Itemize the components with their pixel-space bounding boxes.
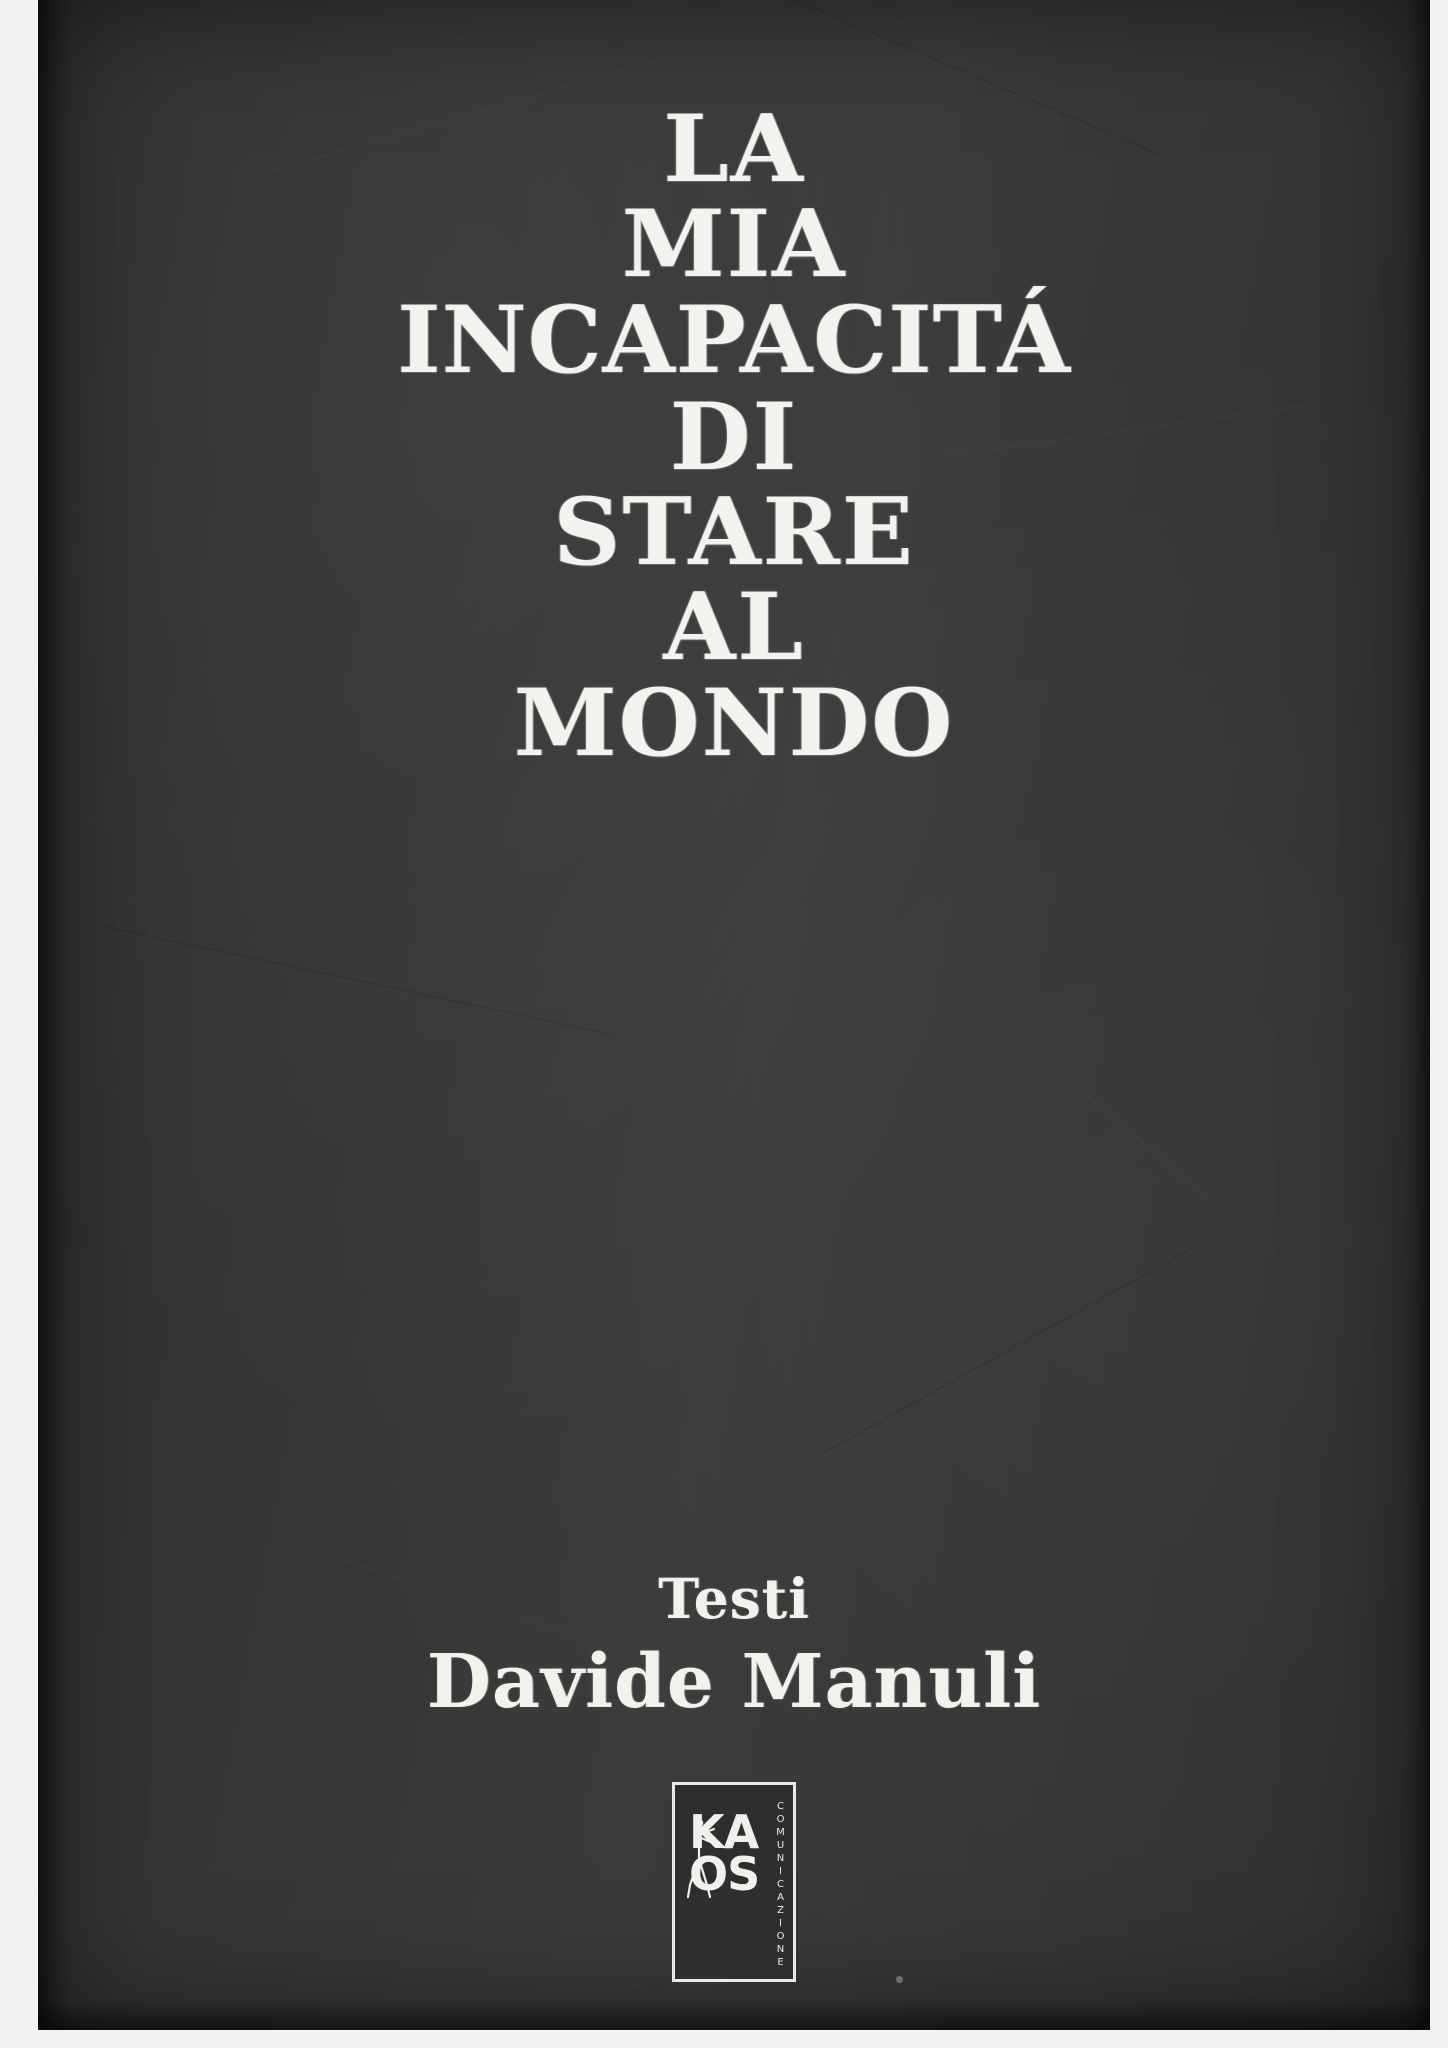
cover-title: [38, 94, 1430, 777]
crease-mark: [104, 926, 613, 1035]
credits-author-name: Davide Manuli: [426, 1638, 1042, 1725]
publisher-logo-name-line-1: KA: [689, 1805, 759, 1859]
title-line-4: DI: [669, 381, 799, 491]
title-line-1: LA: [663, 94, 805, 203]
cover-credits: [38, 1566, 1430, 1725]
publisher-logo-inner: [675, 1785, 793, 1979]
publisher-logo-name-line-2: OS: [689, 1847, 760, 1902]
title-line-5: STARE: [553, 477, 915, 587]
title-line-3: INCAPACITÁ: [397, 284, 1071, 394]
publisher-logo: [672, 1782, 796, 1982]
bottom-edge-shadow: [38, 2000, 1430, 2030]
title-line-2: MIA: [621, 189, 847, 299]
crease-mark: [824, 1248, 1192, 1452]
crease-mark: [1073, 1084, 1303, 1278]
title-line-6: AL: [663, 572, 805, 682]
publisher-logo-vertical-text: COMUNICAZIONE: [775, 1801, 786, 1970]
title-line-7: MONDO: [513, 667, 955, 777]
scan-speck: [896, 1976, 903, 1983]
publisher-logo-name: [689, 1805, 760, 1902]
book-cover: [38, 0, 1430, 2030]
credits-role-label: Testi: [658, 1566, 810, 1631]
